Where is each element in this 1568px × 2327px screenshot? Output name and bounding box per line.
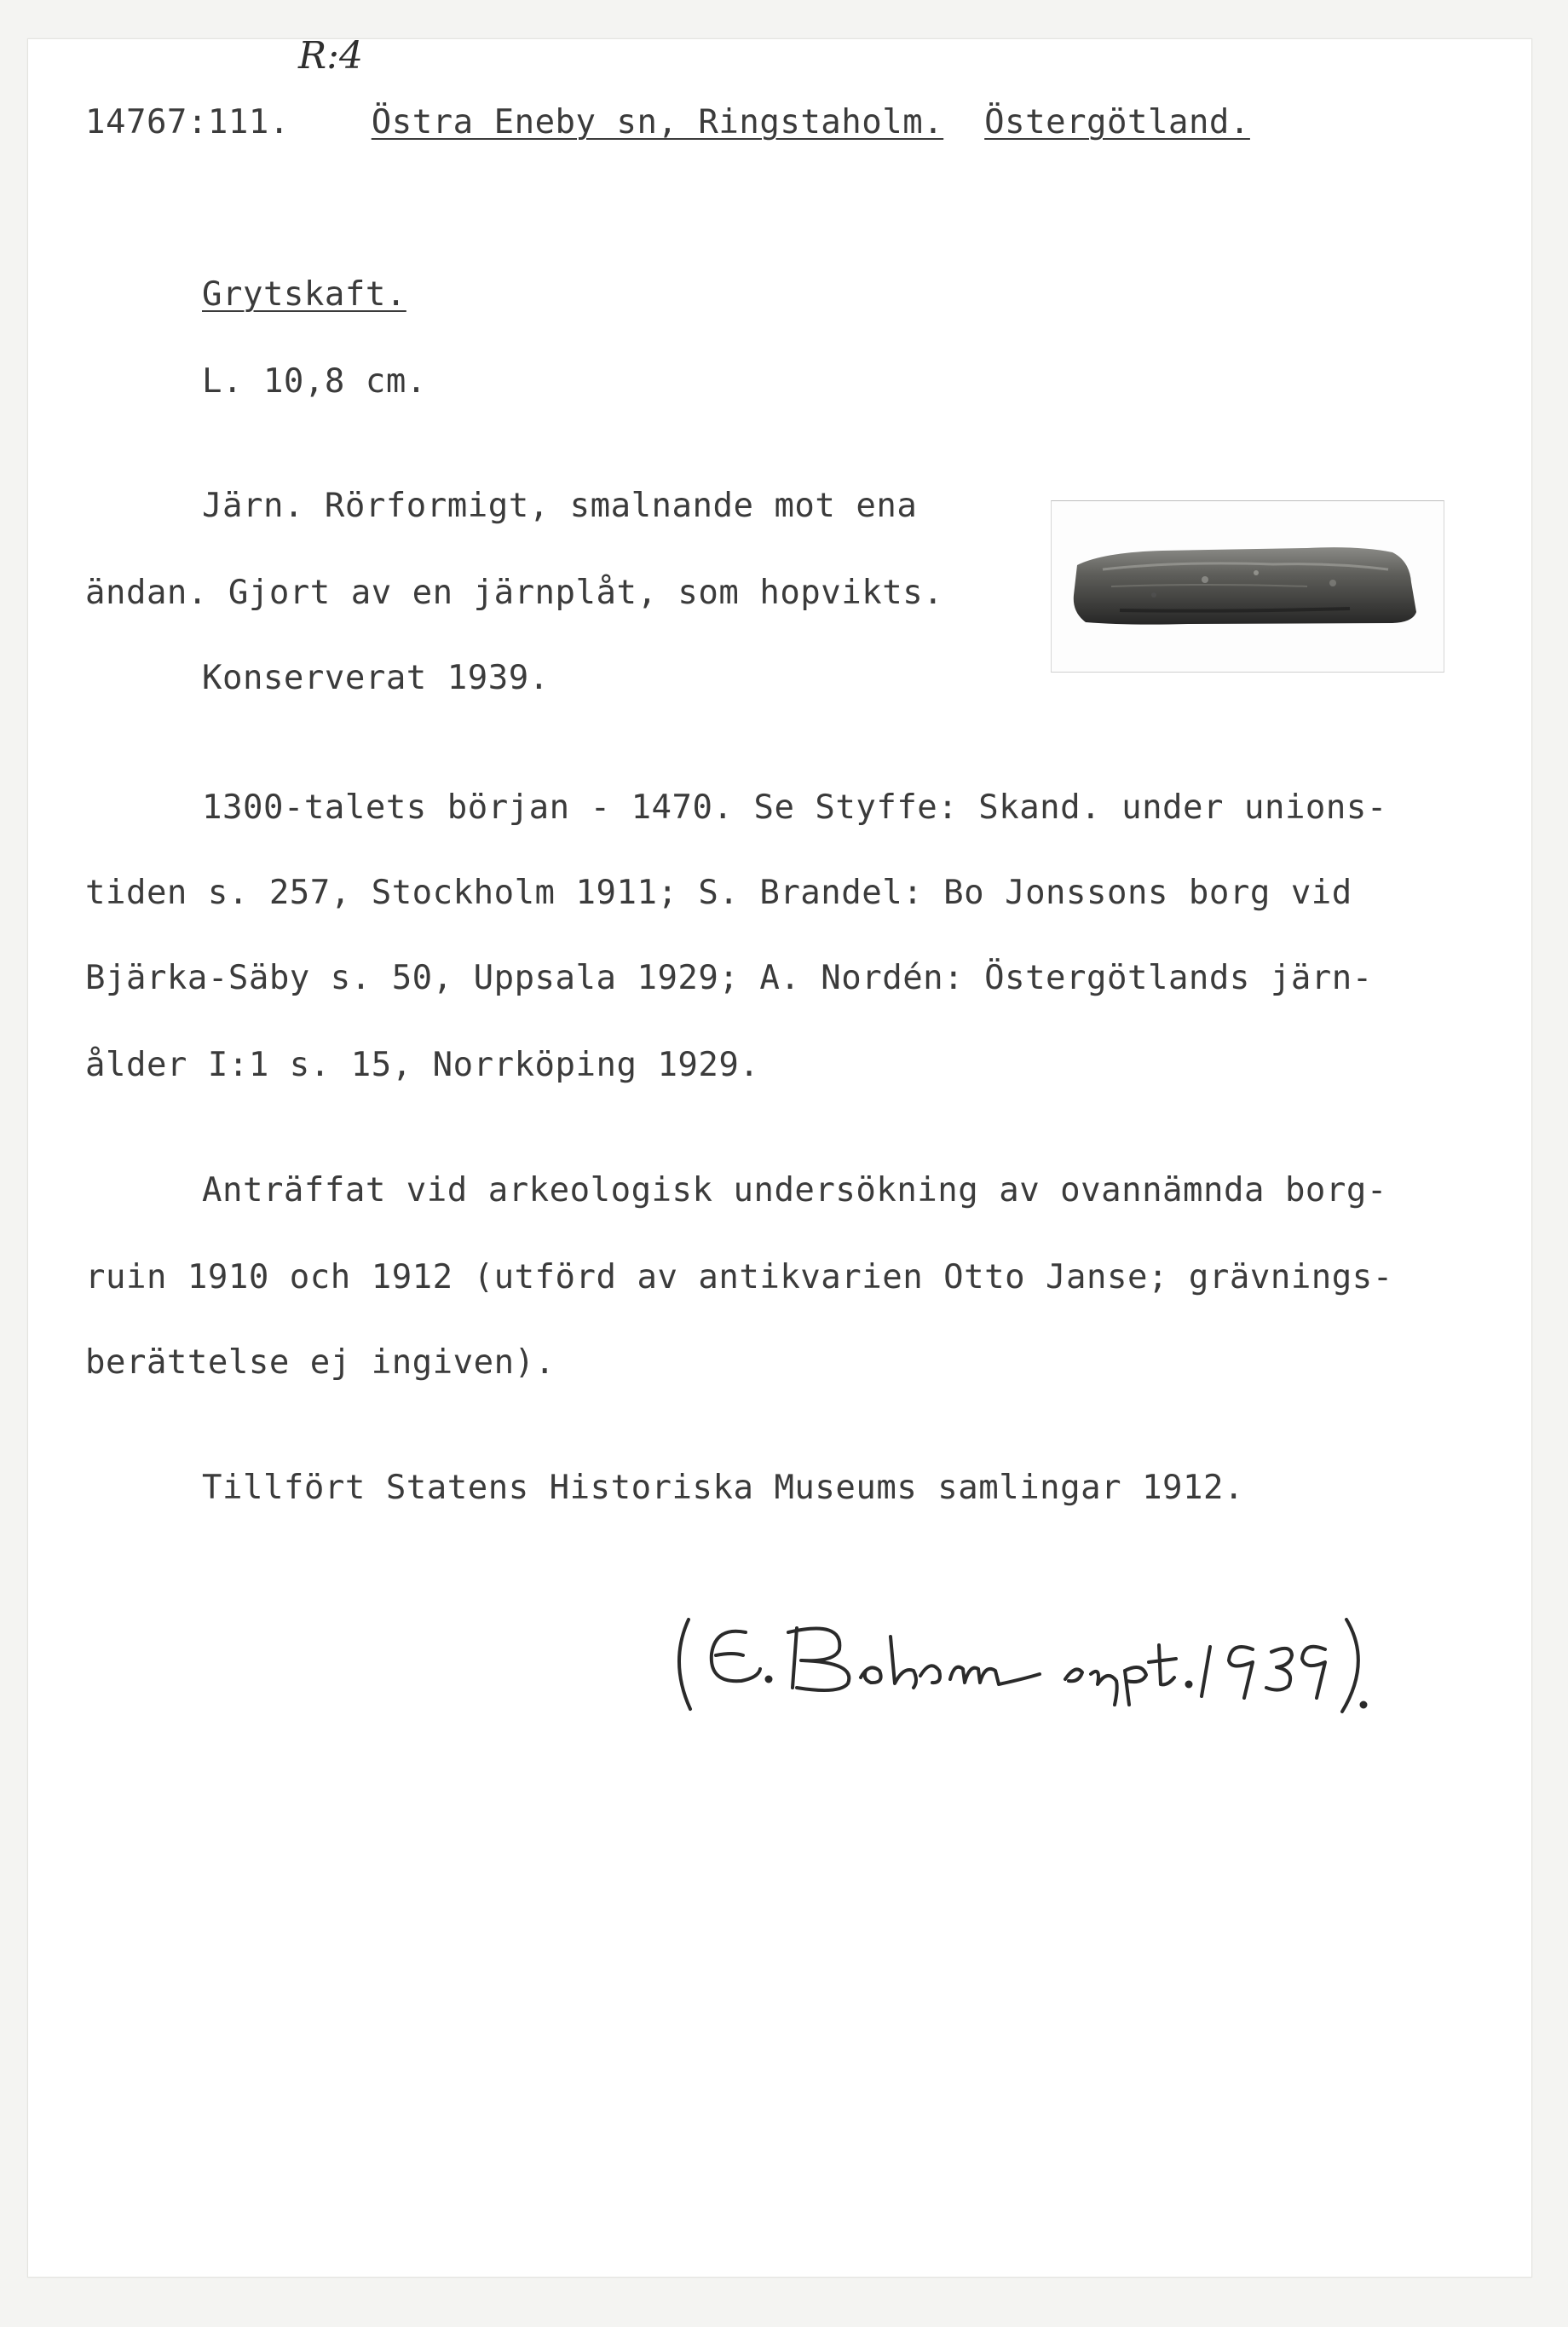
object-name: Grytskaft.	[202, 275, 406, 314]
find-place: Östra Eneby sn, Ringstaholm.	[371, 103, 944, 141]
dating-line-1: 1300-talets början - 1470. Se Styffe: Skand. under unions-	[202, 788, 1387, 827]
dating-line-3: Bjärka-Säby s. 50, Uppsala 1929; A. Nordén: Östergötlands järn-	[85, 959, 1373, 997]
catalog-stamp: R:4	[298, 34, 363, 78]
find-line-2: ruin 1910 och 1912 (utförd av antikvarien Otto Janse; grävnings-	[85, 1258, 1393, 1296]
header-line	[85, 102, 1250, 143]
description-line-2: ändan. Gjort av en järnplåt, som hopvikts.	[85, 574, 944, 612]
description-line-1: Järn. Rörformigt, smalnande mot ena	[202, 487, 918, 525]
find-line-3: berättelse ej ingiven).	[85, 1343, 556, 1382]
dating-line-2: tiden s. 257, Stockholm 1911; S. Brandel: Bo Jonssons borg vid	[85, 874, 1352, 912]
catalog-number: 14767:111.	[85, 103, 290, 141]
description-line-3: Konserverat 1939.	[202, 659, 550, 697]
object-length: L. 10,8 cm.	[202, 362, 427, 401]
province: Östergötland.	[984, 103, 1250, 141]
find-line-1: Anträffat vid arkeologisk undersökning av ovannämnda borg-	[202, 1171, 1387, 1210]
iron-shaft-image	[1052, 501, 1444, 672]
acquisition-line: Tillfört Statens Historiska Museums samlingar 1912.	[202, 1469, 1244, 1507]
handwritten-signature	[665, 1602, 1483, 1722]
dating-line-4: ålder I:1 s. 15, Norrköping 1929.	[85, 1046, 760, 1084]
object-photo	[1051, 500, 1444, 673]
